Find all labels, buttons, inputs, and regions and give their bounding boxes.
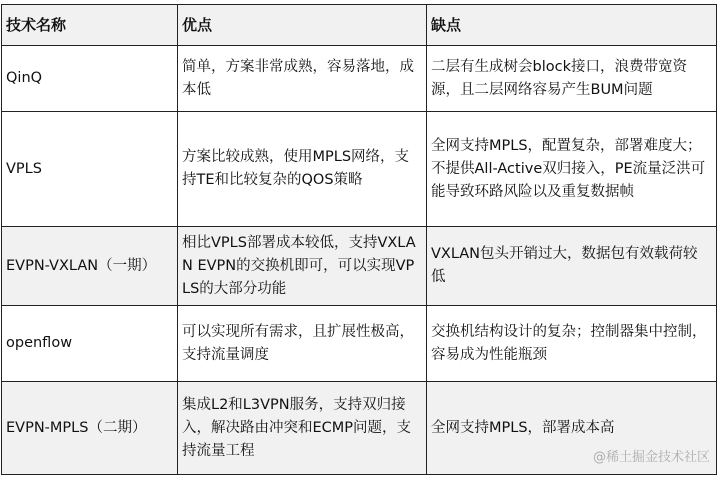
- pros-cell: 简单，方案非常成熟，容易落地，成本低: [178, 46, 427, 112]
- table-row: [2, 306, 717, 382]
- comparison-table: [1, 4, 717, 475]
- tech-name-cell: EVPN-VXLAN（一期）: [2, 227, 178, 306]
- table-header-row: [2, 5, 717, 46]
- pros-cell: 方案比较成熟，使用MPLS网络，支持TE和比较复杂的QOS策略: [178, 112, 427, 227]
- cons-cell: 交换机结构设计的复杂；控制器集中控制，容易成为性能瓶颈: [427, 306, 717, 382]
- cons-cell: 全网支持MPLS，部署成本高: [427, 382, 717, 475]
- watermark-text: @稀土掘金技术社区: [592, 450, 710, 465]
- pros-cell: 可以实现所有需求，且扩展性极高，支持流量调度: [178, 306, 427, 382]
- cons-cell: VXLAN包头开销过大，数据包有效载荷较低: [427, 227, 717, 306]
- tech-name-cell: VPLS: [2, 112, 178, 227]
- tech-name-cell: openflow: [2, 306, 178, 382]
- tech-name-cell: EVPN-MPLS（二期）: [2, 382, 178, 475]
- cons-cell: 二层有生成树会block接口，浪费带宽资源，且二层网络容易产生BUM问题: [427, 46, 717, 112]
- header-pros: 优点: [178, 5, 427, 46]
- pros-cell: 相比VPLS部署成本较低，支持VXLAN EVPN的交换机即可，可以实现VPLS的大部分功能: [178, 227, 427, 306]
- table-row: [2, 46, 717, 112]
- pros-cell: 集成L2和L3VPN服务，支持双归接入，解决路由冲突和ECMP问题，支持流量工程: [178, 382, 427, 475]
- table-row: [2, 227, 717, 306]
- header-tech-name: 技术名称: [2, 5, 178, 46]
- header-cons: 缺点: [427, 5, 717, 46]
- cons-cell: 全网支持MPLS，配置复杂，部署难度大；不提供All-Active双归接入，PE流量泛洪可能导致环路风险以及重复数据帧: [427, 112, 717, 227]
- tech-name-cell: QinQ: [2, 46, 178, 112]
- table-row: [2, 112, 717, 227]
